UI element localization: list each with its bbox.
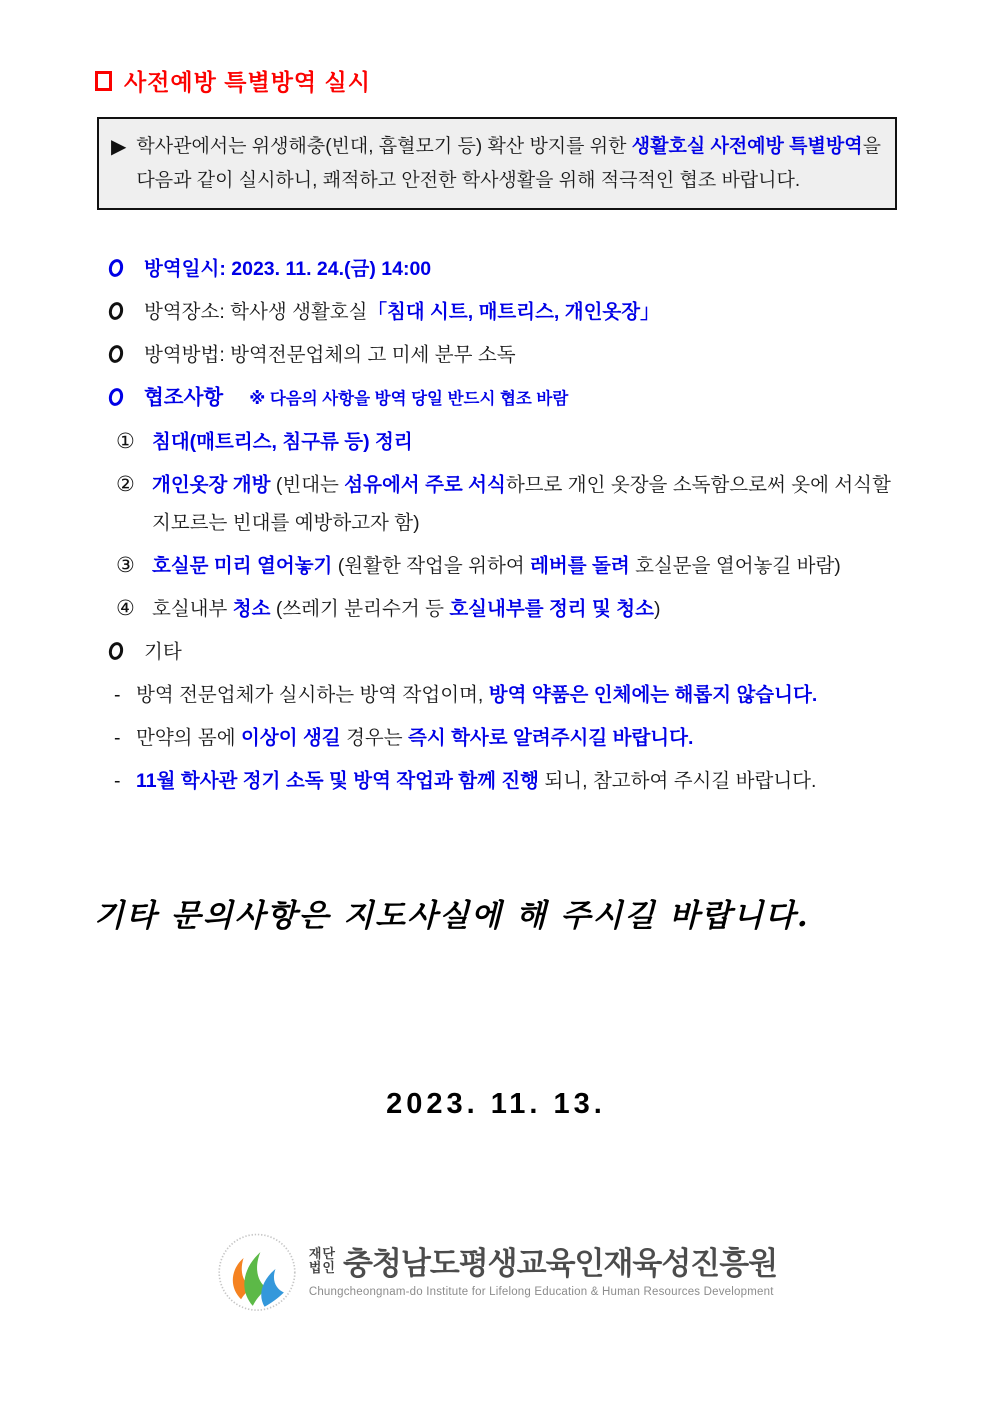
- circle-bullet-icon: [107, 387, 125, 408]
- text-segment: 방역 약품은 인체에는 해롭지 않습니다.: [488, 684, 818, 706]
- text-segment: 레버를 돌려: [530, 555, 630, 577]
- text-segment: 기타: [144, 641, 182, 663]
- text-segment: 방역방법: 방역전문업체의 고 미세 분무 소독: [144, 344, 516, 366]
- circle-bullet-icon: [107, 641, 125, 662]
- text-segment: 하므로 개인 옷장을 소독함으로써 옷에 서식할 지모르는 빈대를 예방하고자 함): [152, 474, 891, 534]
- text-segment: 방역 전문업체가 실시하는 방역 작업이며,: [136, 684, 489, 706]
- text-segment: (빈대는: [275, 474, 345, 496]
- text-segment: 을 다음과 같이 실시하니, 쾌적하고 안전한 학사생활을 위해 적극적인 협조 바랍니다.: [136, 136, 881, 191]
- list-item-4-cleaning: [108, 590, 908, 628]
- text-segment: (쓰레기 분리수거 등: [270, 598, 450, 620]
- text-segment: 호실내부를 정리 및 청소: [449, 598, 654, 620]
- list-item-3-door: [108, 547, 908, 585]
- text-segment: 호실문을 열어놓길 바람): [629, 555, 841, 577]
- dash-bullet-icon: -: [114, 727, 121, 749]
- text-segment: 만약의 몸에: [136, 727, 242, 749]
- text-segment: 협조사항: [144, 386, 224, 409]
- circle-bullet-icon: [107, 344, 125, 365]
- list-item-2-closet: [108, 466, 908, 542]
- text-segment: ): [653, 598, 661, 620]
- text-segment: 방역장소: 학사생 생활호실: [144, 301, 368, 323]
- organization-name-english: Chungcheongnam-do Institute for Lifelong Education & Human Resources Development: [308, 1286, 774, 1298]
- text-segment: 침대(매트리스, 침구류 등) 정리: [152, 431, 413, 453]
- text-segment: 즉시 학사로 알려주시길 바랍니다.: [408, 727, 694, 749]
- organization-name-korean: 충청남도평생교육인재육성진흥원: [342, 1246, 778, 1281]
- text-segment: 섬유에서 주로 서식: [344, 474, 506, 496]
- text-segment: 11월 학사관 정기 소독 및 방역 작업과 함께 진행: [136, 770, 540, 792]
- logo-text-block: [309, 1232, 777, 1298]
- text-segment: 이상이 생길: [241, 727, 347, 749]
- detail-list: [108, 250, 908, 805]
- circle-bullet-icon: [107, 301, 125, 322]
- tri-flame-emblem-icon: [215, 1232, 299, 1316]
- list-item-1-bed: [108, 423, 908, 461]
- list-item-method: [108, 336, 908, 374]
- text-segment: 경우는: [346, 727, 408, 749]
- page-title: [95, 64, 371, 97]
- dash-bullet-icon: -: [114, 770, 121, 792]
- text-segment: 「침대 시트, 매트리스, 개인옷장」: [367, 301, 660, 323]
- text-segment: 호실내부: [152, 598, 233, 620]
- red-checkbox-icon: [95, 71, 112, 91]
- circled-number-icon: ①: [116, 430, 135, 453]
- circled-number-icon: ③: [116, 554, 135, 577]
- list-item-note-1: [108, 676, 908, 714]
- corp-type-top: 재단: [308, 1245, 336, 1261]
- text-segment: 호실문 미리 열어놓기: [152, 555, 338, 577]
- organization-logo: [0, 1232, 992, 1316]
- notice-box: [97, 117, 897, 210]
- corp-type-bottom: 법인: [308, 1259, 336, 1275]
- list-item-place: [108, 293, 908, 331]
- text-segment: 되니, 참고하여 주시길 바랍니다.: [539, 770, 817, 792]
- circled-number-icon: ②: [116, 473, 135, 496]
- triangle-marker-icon: ▶: [111, 136, 127, 158]
- list-item-etc: [108, 633, 908, 671]
- text-segment: 생활호실 사전예방 특별방역: [631, 136, 863, 157]
- dash-bullet-icon: -: [114, 684, 121, 706]
- text-segment: 청소: [232, 598, 271, 620]
- list-item-cooperation: [108, 379, 908, 418]
- notice-text: [136, 130, 881, 198]
- text-segment: ※ 다음의 사항을 방역 당일 반드시 협조 바람: [249, 390, 569, 408]
- list-item-note-3: [108, 762, 908, 800]
- circled-number-icon: ④: [116, 597, 135, 620]
- closing-note: 기타 문의사항은 지도사실에 해 주시길 바랍니다.: [94, 898, 810, 934]
- document-date: 2023. 11. 13.: [386, 1088, 606, 1120]
- page-title-text: 사전예방 특별방역 실시: [124, 69, 371, 95]
- corp-type-label: [309, 1247, 336, 1275]
- text-segment: 방역일시: 2023. 11. 24.(금) 14:00: [144, 258, 432, 280]
- list-item-datetime: [108, 250, 908, 288]
- text-segment: (원활한 작업을 위하여: [337, 555, 531, 577]
- text-segment: 학사관에서는 위생해충(빈대, 흡혈모기 등) 확산 방지를 위한: [136, 136, 632, 157]
- text-segment: 개인옷장 개방: [152, 474, 276, 496]
- list-item-note-2: [108, 719, 908, 757]
- circle-bullet-icon: [107, 258, 125, 279]
